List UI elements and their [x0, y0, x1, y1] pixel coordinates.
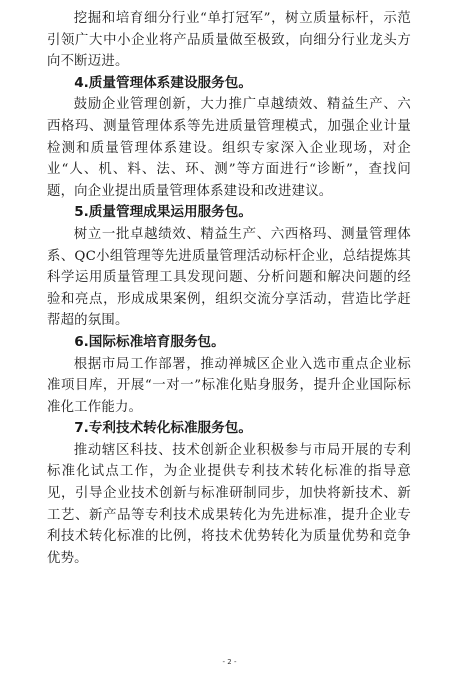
section-body-7: 推动辖区科技、技术创新企业积极参与市局开展的专利标准化试点工作，为企业提供专利技术转化标准的指导意见，引导企业技术创新与标准研制同步，加快将新技术、新工艺、新产品等专利技术成果转化为先进标准，提升企业专利技术转化标准的比例，将技术优势转化为质量优势和竞争优势。 [47, 442, 411, 566]
section-heading-4: 4.质量管理体系建设服务包。 [74, 74, 252, 91]
section-heading-6: 6.国际标准培育服务包。 [74, 333, 225, 350]
section-heading-7: 7.专利技术转化标准服务包。 [74, 420, 252, 437]
section-body-4: 鼓励企业管理创新，大力推广卓越绩效、精益生产、六西格玛、测量管理体系等先进质量管理模式，加强企业计量检测和质量管理体系建设。组织专家深入企业现场，对企业“人、机、料、法、环、测”等方面进行“诊断”，查找问题，向企业提出质量管理体系建设和改进建议。 [47, 97, 411, 199]
section-heading-5: 5.质量管理成果运用服务包。 [74, 204, 252, 221]
section-body-6: 根据市局工作部署，推动禅城区企业入选市重点企业标准项目库，开展“一对一”标准化贴身服务，提升企业国际标准化工作能力。 [47, 356, 411, 415]
intro-paragraph: 挖掘和培育细分行业“单打冠军”，树立质量标杆，示范引领广大中小企业将产品质量做至极致，向细分行业龙头方向不断迈进。 [47, 11, 411, 70]
page-number: - 2 - [222, 658, 237, 666]
document-body [47, 8, 411, 569]
section-body-5: 树立一批卓越绩效、精益生产、六西格玛、测量管理体系、QC小组管理等先进质量管理活动标杆企业，总结提炼其科学运用质量管理工具发现问题、分析问题和解决问题的经验和亮点，形成成果案例，组织交流分享活动，营造比学赶帮超的氛围。 [47, 226, 411, 329]
